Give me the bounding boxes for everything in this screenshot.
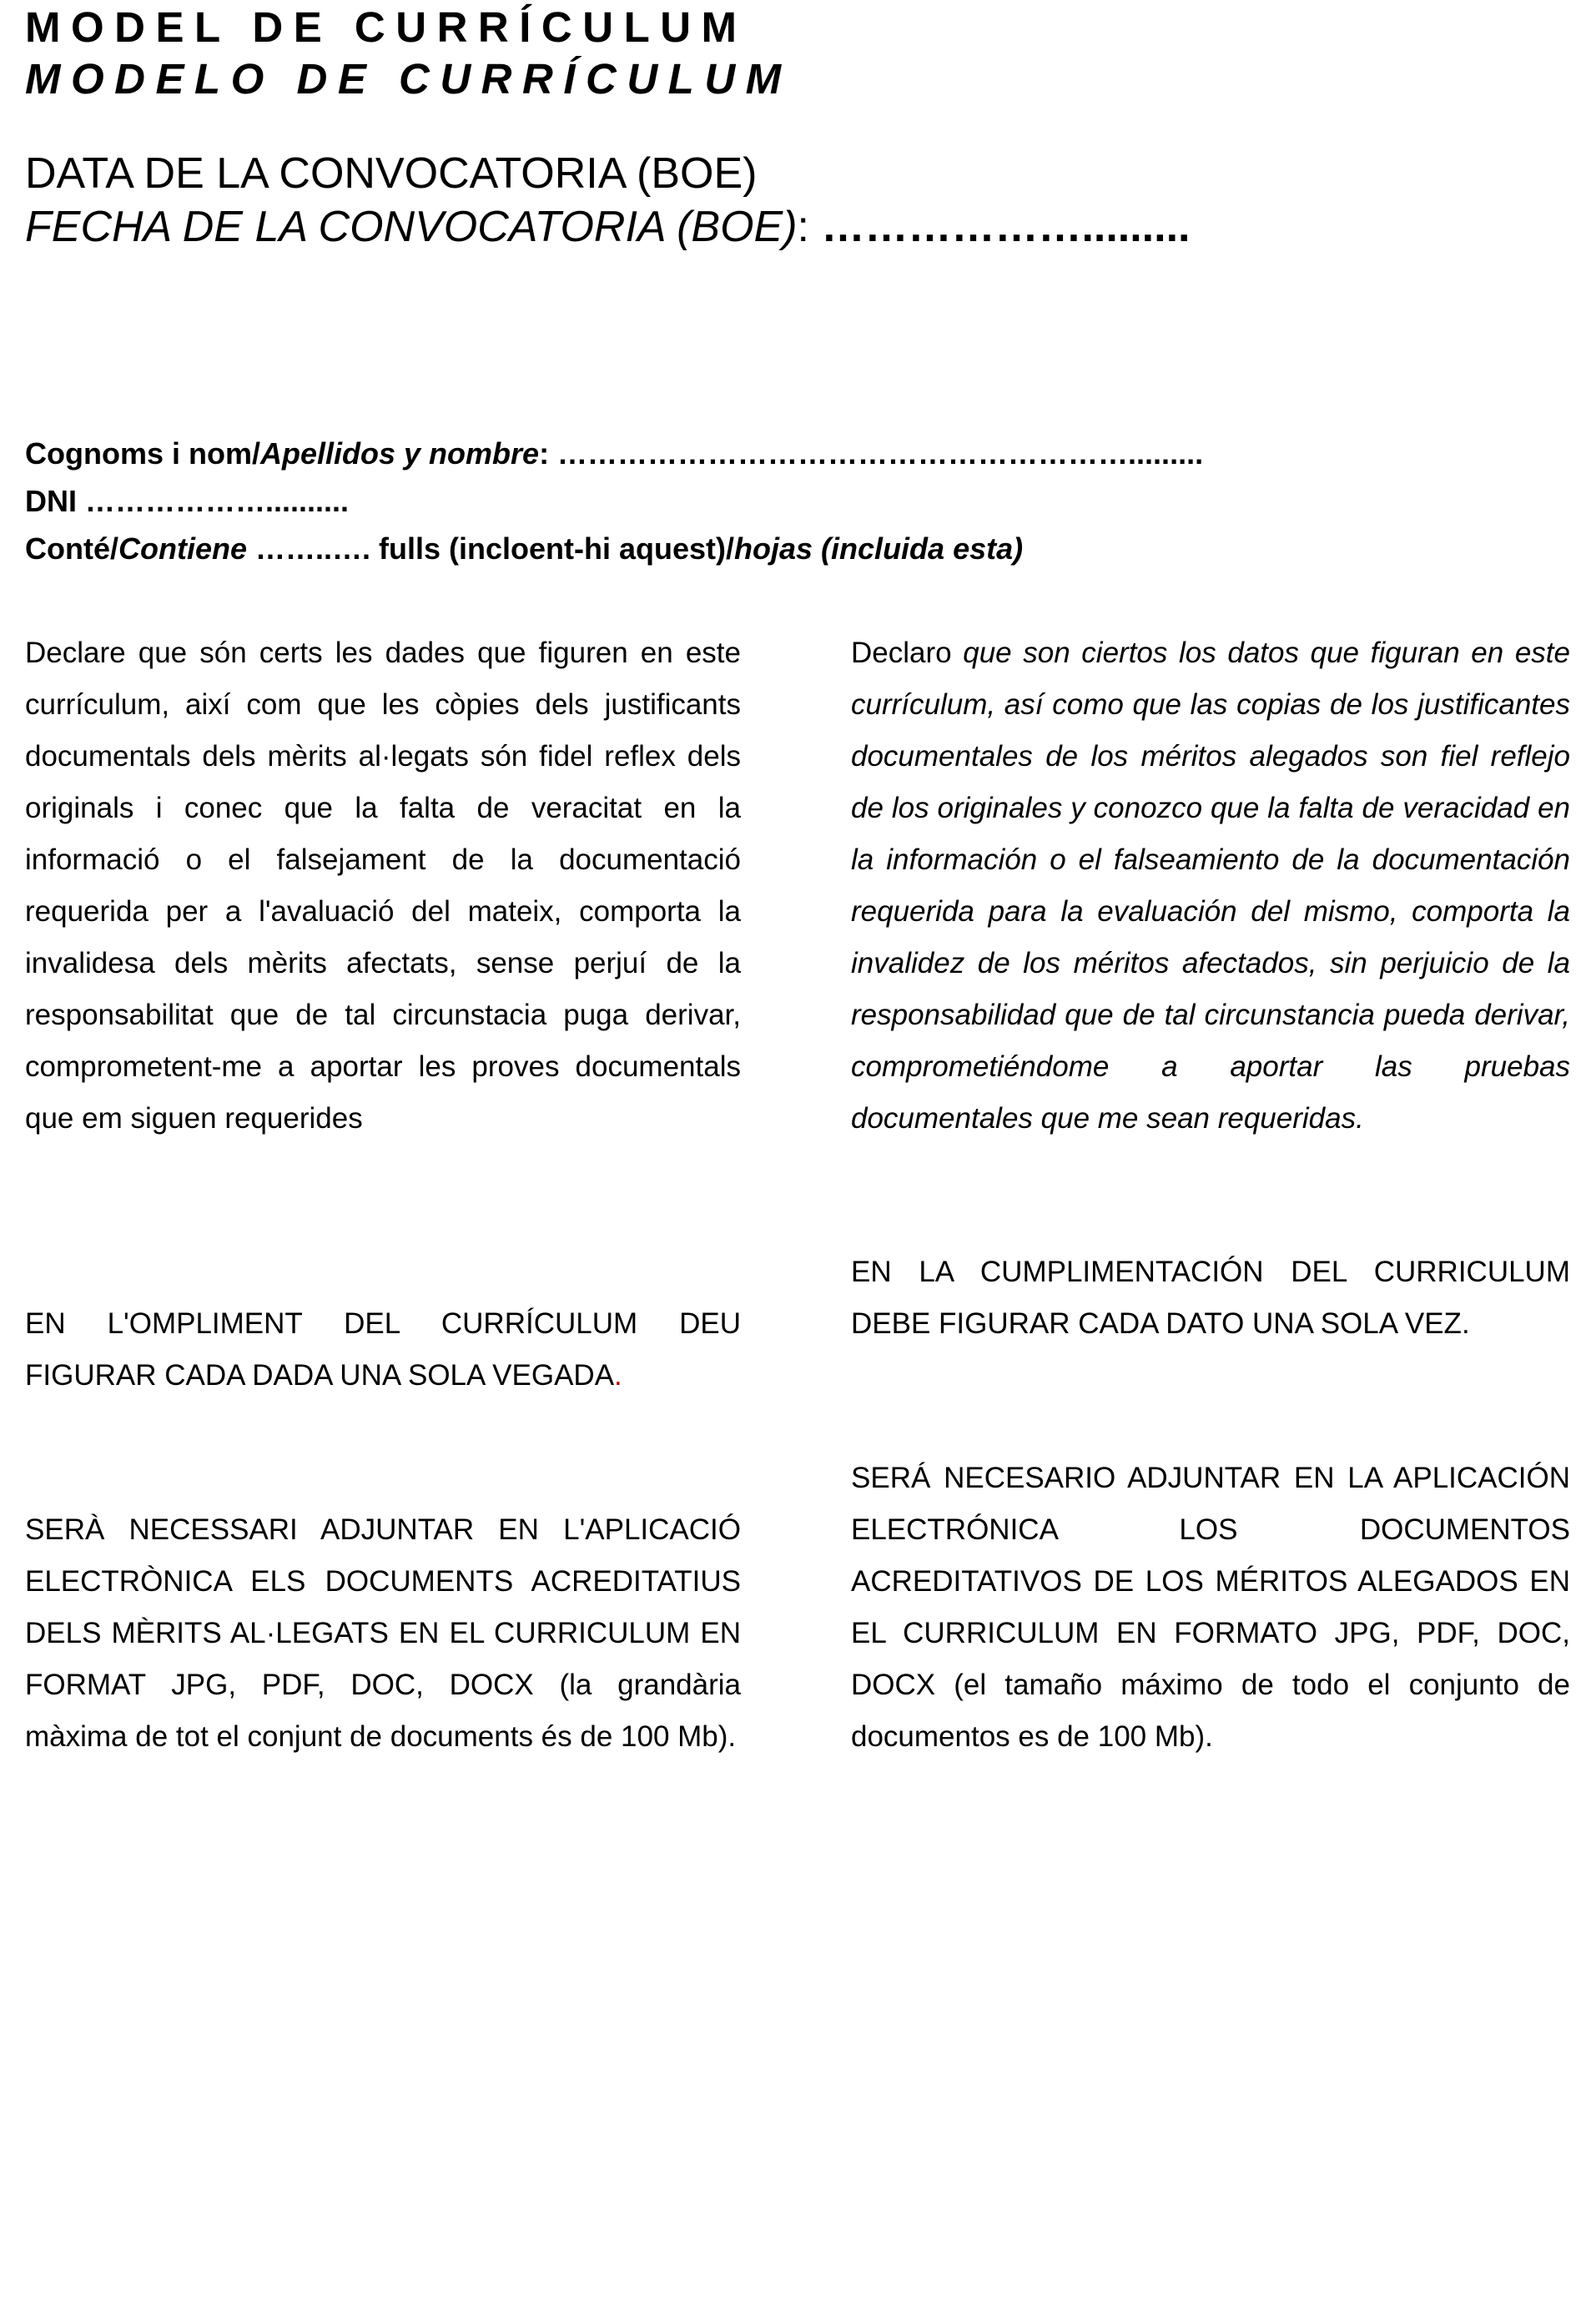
name-field (25, 430, 1203, 477)
dni-field (25, 477, 1203, 525)
attach-notice-spanish: SERÁ NECESARIO ADJUNTAR EN LA APLICACIÓN ELECTRÓNICA LOS DOCUMENTOS ACREDITATIVOS DE LOS MÉRITOS ALEGADOS EN EL CURRICULUM EN FORMATO JPG, PDF, DOC, DOCX (el tamaño máximo de todo el conjunto de documentos es de 100 Mb). (851, 1462, 1570, 1753)
declaration-spanish (851, 627, 1570, 1145)
convocatoria-label-catalan: DATA DE LA CONVOCATORIA (BOE) (25, 149, 758, 198)
dni-blank: ……………….......... (77, 484, 350, 518)
document-title (25, 2, 792, 105)
once-notice-catalan-text: EN L'OMPLIMENT DEL CURRÍCULUM DEU FIGURAR CADA DADA UNA SOLA VEGADA (25, 1307, 741, 1392)
declaration-spanish-first-word: Declaro (851, 637, 952, 669)
pages-field (25, 525, 1203, 572)
title-catalan: MODEL DE CURRÍCULUM (25, 3, 748, 51)
once-notice-catalan-period: . (614, 1359, 622, 1392)
once-notice-spanish: EN LA CUMPLIMENTACIÓN DEL CURRICULUM DEBE FIGURAR CADA DATO UNA SOLA VEZ. (851, 1256, 1570, 1340)
convocatoria-line-spanish (25, 200, 1190, 254)
name-label-spanish: Apellidos y nombre (260, 436, 540, 471)
name-blank: : …………………………………………………......... (539, 436, 1204, 471)
declaration-catalan: Declare que són certs les dades que figuren en este currículum, així com que les còpies dels justificants documentals dels mèrits al·legats són fidel reflex dels originals i conec que la falta de veracitat en la informació o el falsejament de la documentació requerida per a l'avaluació del mateix, comporta la invalidesa dels mèrits afectats, sense perjuí de la responsabilitat que de tal circunstacia puga derivar, comprometent-me a aportar les proves documentals que em siguen requerides (25, 637, 741, 1135)
declaration-spanish-text: que son ciertos los datos que figuran en este currículum, así como que las copias de los justificantes documentales de los méritos alegados son fiel reflejo de los originales y conozco que la falta de veracidad en la información o el falseamiento de la documentación requerida para la evaluación del mismo, comporta la invalidez de los méritos afectados, sin perjuicio de la responsabilidad que de tal circunstancia pueda derivar, comprometiéndome a aportar las pruebas documentales que me sean requeridas. (851, 637, 1570, 1135)
personal-fields (25, 430, 1203, 572)
convocatoria-blank: ………………......... (809, 203, 1191, 251)
pages-suffix-spanish: hojas (incluida esta) (734, 531, 1024, 566)
convocatoria-date (25, 147, 1190, 254)
convocatoria-label-spanish: FECHA DE LA CONVOCATORIA (BOE) (25, 203, 798, 251)
name-label-catalan: Cognoms i nom/ (25, 436, 260, 471)
pages-label-catalan: Conté/ (25, 531, 118, 566)
dni-label: DNI (25, 484, 77, 518)
once-notice-catalan (25, 1298, 741, 1402)
attach-notice-catalan: SERÀ NECESSARI ADJUNTAR EN L'APLICACIÓ ELECTRÒNICA ELS DOCUMENTS ACREDITATIUS DELS MÈRITS AL·LEGATS EN EL CURRICULUM EN FORMAT JPG, PDF, DOC, DOCX (la grandària màxima de tot el conjunt de documents és de 100 Mb). (25, 1513, 741, 1753)
pages-label-spanish: Contiene (118, 531, 248, 566)
title-spanish: MODELO DE CURRÍCULUM (25, 55, 792, 103)
convocatoria-separator: : (797, 203, 809, 251)
pages-blank: ……..…. fulls (incloent-hi aquest)/ (247, 531, 735, 566)
